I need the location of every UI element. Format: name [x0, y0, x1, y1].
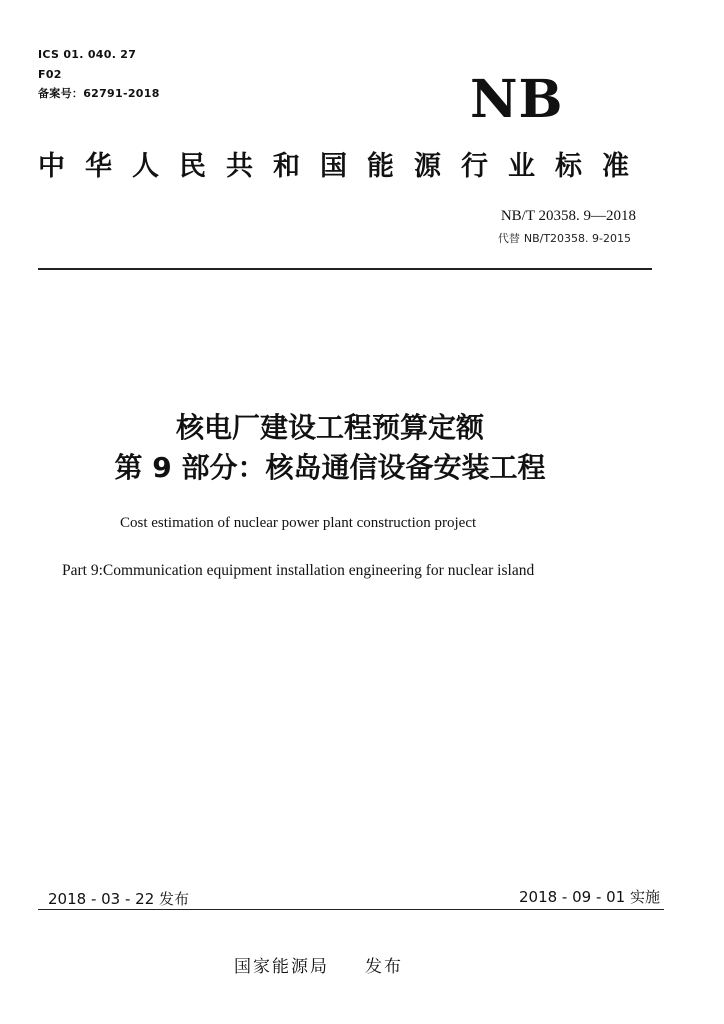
replaces-note: [498, 232, 635, 246]
ics-code: ICS 01. 040. 27: [38, 48, 137, 61]
header-divider: [38, 268, 652, 270]
replaces-label: 代替: [497, 232, 520, 245]
replaces-number: NB/T20358. 9-2015: [523, 232, 631, 245]
category-code: F02: [38, 68, 62, 81]
industry-standard-heading: 中华人民共和国能源行业标准: [38, 151, 649, 182]
publisher: [234, 955, 403, 979]
nb-logo: NB: [470, 69, 564, 130]
issue-date: 2018 - 03 - 22 发布: [48, 890, 190, 908]
title-cn-line2: 第 9 部分：核岛通信设备安装工程: [114, 451, 546, 484]
title-cn-line1: 核电厂建设工程预算定额: [175, 411, 484, 444]
effective-date: 2018 - 09 - 01 实施: [518, 888, 660, 906]
title-en-line1: Cost estimation of nuclear power plant construction project: [120, 515, 477, 531]
title-en-line2: Part 9:Communication equipment installation engineering for nuclear island: [62, 562, 535, 579]
record-number: 备案号：62791-2018: [38, 87, 160, 100]
publisher-name: 国家能源局: [234, 957, 329, 977]
footer-divider: [38, 909, 664, 910]
standard-number: NB/T 20358. 9—2018: [500, 208, 636, 224]
publisher-action: 发布: [365, 957, 403, 977]
